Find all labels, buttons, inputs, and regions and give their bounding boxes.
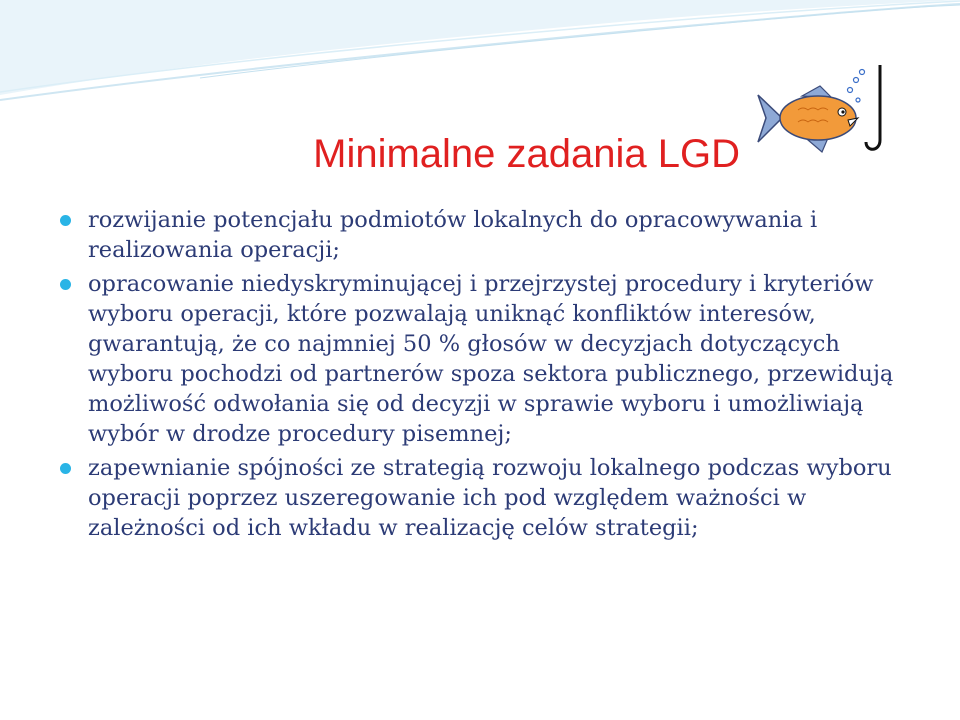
bullet-dot-icon [60, 463, 71, 474]
bullet-list [55, 205, 915, 547]
list-item [55, 453, 915, 543]
list-item-text: zapewnianie spójności ze strategią rozwoju lokalnego podczas wyboru operacji poprzez uszeregowanie ich pod względem ważności w zależności od ich wkładu w realizację celów strategii; [88, 455, 892, 541]
list-item-text: opracowanie niedyskryminującej i przejrzystej procedury i kryteriów wyboru operacji, które pozwalają uniknąć konfliktów interesów, gwarantują, że co najmniej 50 % głosów w decyzjach dotyczących wyboru pochodzi od partnerów spoza sektora publicznego, przewidują możliwość odwołania się od decyzji w sprawie wyboru i umożliwiają wybór w drodze procedury pisemnej; [88, 271, 894, 447]
list-item-text: rozwijanie potencjału podmiotów lokalnych do opracowywania i realizowania operacji; [88, 207, 818, 263]
list-item [55, 205, 915, 265]
bullet-dot-icon [60, 215, 71, 226]
slide-title: Minimalne zadania LGD [313, 132, 740, 176]
list-item [55, 269, 915, 449]
fish-on-hook-icon [750, 60, 900, 160]
bullet-dot-icon [60, 279, 71, 290]
